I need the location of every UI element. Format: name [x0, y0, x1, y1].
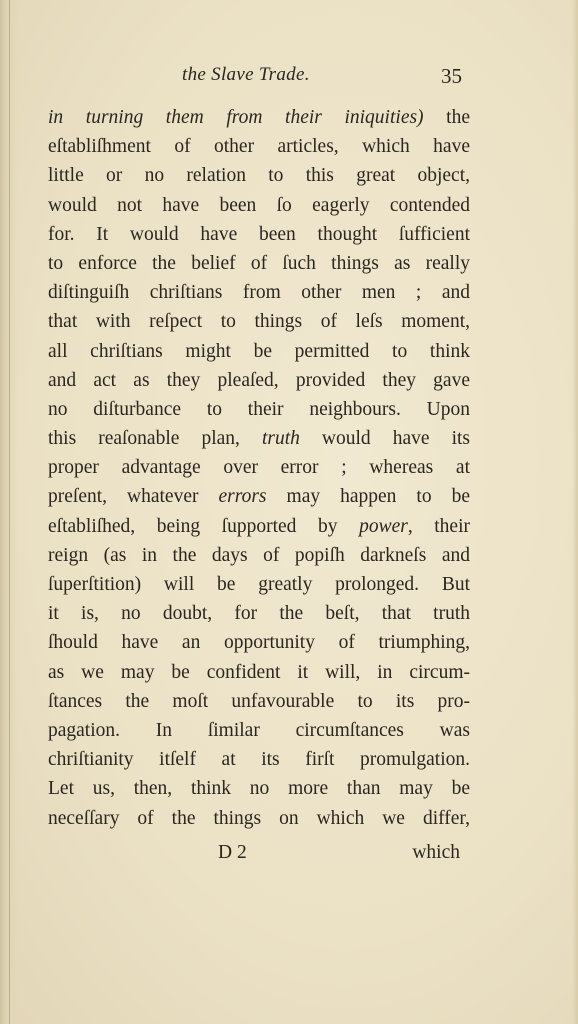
text-line — [48, 512, 470, 541]
text-line — [48, 337, 470, 366]
text-segment: would have its — [299, 428, 470, 450]
page-footer — [48, 842, 470, 872]
text-segment: as we may be confident it will, in circum- — [48, 661, 470, 683]
text-segment: eſtabliſhed, being ſupported by — [48, 515, 360, 537]
text-line — [48, 191, 470, 220]
text-segment: to enforce the belief of ſuch things as really — [48, 252, 470, 274]
text-segment: proper advantage over error ; whereas at — [48, 457, 470, 479]
text-line — [48, 804, 470, 833]
text-segment: , their — [407, 515, 470, 537]
text-segment: Let us, then, think no more than may be — [48, 778, 470, 800]
italic-text: errors — [218, 486, 267, 508]
text-segment: eſtabliſhment of other articles, which have — [48, 136, 470, 158]
text-line — [48, 395, 470, 424]
text-segment: chriſtianity itſelf at its firſt promulgation. — [48, 749, 470, 771]
text-line — [48, 132, 470, 161]
text-segment: no diſturbance to their neighbours. Upon — [48, 398, 470, 420]
text-line — [48, 628, 470, 657]
text-segment: diſtinguiſh chriſtians from other men ; and — [48, 282, 470, 304]
text-line — [48, 541, 470, 570]
text-segment: it is, no doubt, for the beſt, that truth — [48, 603, 470, 625]
text-line — [48, 220, 470, 249]
text-segment: pagation. In ſimilar circumſtances was — [48, 719, 470, 741]
italic-text: power — [359, 515, 408, 537]
text-line — [48, 482, 470, 511]
signature-mark: D 2 — [218, 842, 247, 863]
text-segment: little or no relation to this great object, — [48, 165, 470, 187]
text-line — [48, 716, 470, 745]
text-segment: ſuperſtition) will be greatly prolonged. But — [48, 574, 470, 595]
text-line — [48, 774, 470, 803]
text-line — [48, 307, 470, 336]
text-segment: reign (as in the days of popiſh darkneſs and — [48, 544, 470, 566]
text-line — [48, 161, 470, 190]
text-segment: may happen to be — [266, 486, 470, 508]
text-segment: this reaſonable plan, — [48, 428, 262, 450]
body-text — [48, 103, 470, 833]
text-segment: preſent, whatever — [48, 486, 219, 508]
text-segment: all chriſtians might be permitted to think — [48, 340, 470, 362]
text-segment: neceſſary of the things on which we differ, — [48, 807, 470, 829]
text-segment: that with reſpect to things of leſs moment, — [48, 311, 470, 333]
catchword: which — [412, 842, 460, 863]
text-line — [48, 278, 470, 307]
text-line — [48, 453, 470, 482]
text-segment: ſtances the moſt unfavourable to its pro- — [48, 690, 470, 712]
text-line — [48, 424, 470, 453]
text-line — [48, 103, 470, 132]
page-number: 35 — [441, 64, 462, 88]
page-header — [48, 62, 470, 96]
text-segment: would not have been ſo eagerly contended — [48, 194, 470, 216]
text-line — [48, 599, 470, 628]
text-segment: for. It would have been thought ſufficient — [48, 223, 470, 245]
text-segment: ſhould have an opportunity of triumphing, — [48, 632, 470, 654]
binding-fold-line — [9, 0, 10, 1024]
page-edge-shadow — [572, 0, 578, 1024]
italic-text: in turning them from their iniquities) — [48, 107, 424, 128]
text-segment: the — [423, 107, 470, 128]
running-head: the Slave Trade. — [182, 64, 310, 85]
text-line — [48, 745, 470, 774]
text-line — [48, 249, 470, 278]
text-line — [48, 366, 470, 395]
text-segment: and act as they pleaſed, provided they gave — [48, 369, 470, 391]
text-line — [48, 658, 470, 687]
text-line — [48, 570, 470, 599]
text-line — [48, 687, 470, 716]
italic-text: truth — [261, 428, 300, 450]
